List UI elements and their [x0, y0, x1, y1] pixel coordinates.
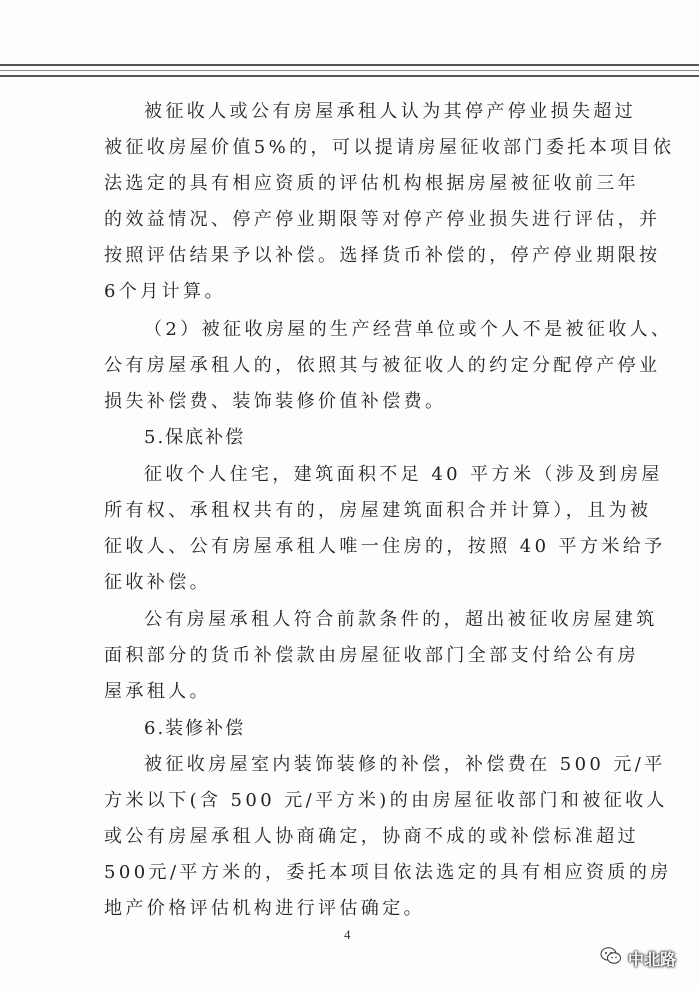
text-line: 屋承租人。	[104, 681, 211, 702]
wechat-icon	[600, 946, 622, 970]
text-line: 所有权、承租权共有的，房屋建筑面积合并计算），且为被	[104, 500, 652, 521]
text-line: 500元/平方米的，委托本项目依法选定的具有相应资质的房	[104, 862, 672, 883]
header-rule	[0, 70, 699, 71]
text-line: 或公有房屋承租人协商确定，协商不成的或补偿标准超过	[104, 826, 639, 847]
text-line: 地产价格评估机构进行评估确定。	[104, 898, 425, 919]
section-heading: 5.保底补偿	[144, 427, 246, 448]
text-line: 被征收人或公有房屋承租人认为其停产停业损失超过	[144, 101, 637, 122]
text-line: 面积部分的货币补偿款由房屋征收部门全部支付给公有房	[104, 645, 639, 666]
text-line: 征收人、公有房屋承租人唯一住房的，按照 40 平方米给予	[104, 536, 666, 557]
section-heading: 6.装修补偿	[144, 718, 246, 739]
watermark	[600, 945, 676, 971]
text-line: 损失补偿费、装饰装修价值补偿费。	[104, 391, 447, 412]
text-line: 被征收房屋价值5%的，可以提请房屋征收部门委托本项目依	[104, 137, 675, 158]
watermark-label: 中北路	[628, 949, 677, 969]
text-line: 6个月计算。	[104, 281, 226, 302]
text-line: 按照评估结果予以补偿。选择货币补偿的，停产停业期限按	[104, 245, 661, 266]
header-rule	[0, 64, 699, 66]
text-line: 公有房屋承租人符合前款条件的，超出被征收房屋建筑	[144, 609, 658, 630]
text-line: 方米以下(含 500 元/平方米)的由房屋征收部门和被征收人	[104, 790, 668, 811]
text-line: 的效益情况、停产停业期限等对停产停业损失进行评估，并	[104, 209, 661, 230]
text-line: 公有房屋承租人的，依照其与被征收人的约定分配停产停业	[104, 355, 661, 376]
text-line: （2）被征收房屋的生产经营单位或个人不是被征收人、	[144, 319, 673, 340]
page-number: 4	[344, 927, 351, 942]
text-line: 被征收房屋室内装饰装修的补偿，补偿费在 500 元/平	[144, 754, 666, 775]
text-line: 征收个人住宅，建筑面积不足 40 平方米（涉及到房屋	[144, 464, 663, 485]
text-line: 法选定的具有相应资质的评估机构根据房屋被征收前三年	[104, 173, 639, 194]
text-line: 征收补偿。	[104, 572, 211, 593]
header-rule	[0, 75, 699, 77]
